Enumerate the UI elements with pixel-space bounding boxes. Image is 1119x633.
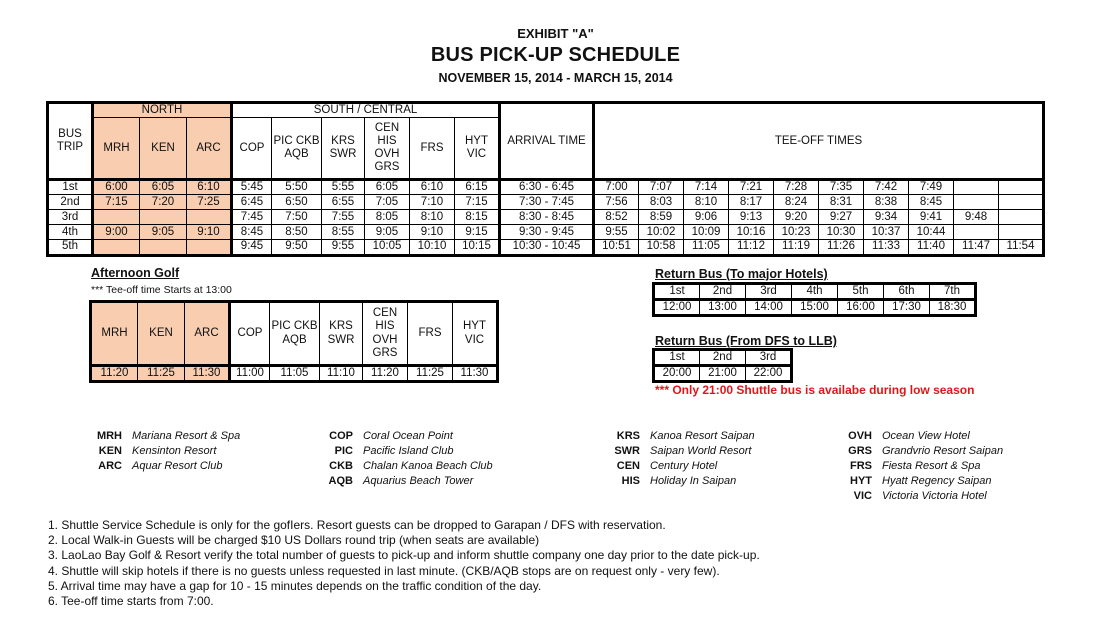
time-cell: 14:00	[746, 300, 792, 316]
legend-code: CEN	[616, 460, 640, 472]
legend-code: SWR	[614, 445, 640, 457]
legend-item	[608, 460, 755, 475]
legend-item	[840, 490, 1003, 505]
legend-name: Kanoa Resort Saipan	[650, 430, 755, 442]
table-cell	[140, 240, 187, 255]
exhibit-label: EXHIBIT "A"	[517, 26, 594, 41]
table-cell: 10:05	[365, 240, 410, 255]
column-header: CEN HIS OVH GRS	[363, 302, 408, 366]
table-cell: 8:45	[232, 225, 272, 240]
teeoff-header: TEE-OFF TIMES	[594, 103, 1044, 180]
table-cell: 8:15	[455, 210, 500, 225]
teeoff-cell: 7:00	[594, 180, 639, 195]
table-cell: 8:55	[322, 225, 365, 240]
column-header: CEN HIS OVH GRS	[365, 118, 410, 180]
legend-name: Chalan Kanoa Beach Club	[363, 460, 493, 472]
table-cell: 9:10	[410, 225, 455, 240]
south-group-header: SOUTH / CENTRAL	[232, 103, 500, 118]
table-row	[48, 210, 1044, 225]
trip-cell: 2nd	[48, 195, 93, 210]
return-dfs-table	[652, 348, 793, 383]
return-dfs-title: Return Bus (From DFS to LLB)	[655, 334, 837, 348]
trip-label: 6th	[884, 284, 930, 300]
table-cell: 9:10	[187, 225, 232, 240]
trip-label: 4th	[792, 284, 838, 300]
arrival-cell: 8:30 - 8:45	[500, 210, 594, 225]
legend-name: Century Hotel	[650, 460, 718, 472]
legend-name: Ocean View Hotel	[882, 430, 970, 442]
table-cell: 6:10	[187, 180, 232, 195]
column-header: MRH	[93, 118, 140, 180]
table-cell: 7:15	[93, 195, 140, 210]
legend-code: MRH	[96, 430, 122, 442]
legend-name: Coral Ocean Point	[363, 430, 453, 442]
teeoff-cell: 7:14	[684, 180, 729, 195]
header-row	[654, 284, 976, 300]
time-cell: 18:30	[930, 300, 976, 316]
legend-item	[840, 475, 1003, 490]
teeoff-cell: 9:34	[864, 210, 909, 225]
teeoff-cell	[999, 210, 1044, 225]
legend-item	[325, 430, 493, 445]
header-row	[654, 350, 792, 366]
trip-cell: 3rd	[48, 210, 93, 225]
legend-name: Hyatt Regency Saipan	[882, 475, 992, 487]
note-item: 3. LaoLao Bay Golf & Resort verify the total number of guests to pick-up and inform shuttle company one day prior to the date pick-up.	[48, 548, 760, 563]
table-cell: 9:45	[232, 240, 272, 255]
teeoff-cell: 10:58	[639, 240, 684, 255]
teeoff-cell: 9:48	[954, 210, 999, 225]
teeoff-cell: 9:55	[594, 225, 639, 240]
teeoff-cell: 7:07	[639, 180, 684, 195]
trip-label: 3rd	[746, 350, 792, 366]
arrival-cell: 7:30 - 7:45	[500, 195, 594, 210]
table-row	[91, 366, 498, 382]
table-cell: 6:05	[365, 180, 410, 195]
trip-label: 2nd	[700, 350, 746, 366]
teeoff-cell: 8:52	[594, 210, 639, 225]
time-cell: 11:25	[408, 366, 453, 382]
legend-name: Saipan World Resort	[650, 445, 752, 457]
note-item: 2. Local Walk-in Guests will be charged $10 US Dollars round trip (when seats are available)	[48, 533, 540, 548]
time-cell: 17:30	[884, 300, 930, 316]
time-cell: 16:00	[838, 300, 884, 316]
time-cell: 20:00	[654, 366, 700, 382]
table-cell: 9:55	[322, 240, 365, 255]
table-cell: 7:45	[232, 210, 272, 225]
legend-name: Victoria Victoria Hotel	[882, 490, 987, 502]
arrival-cell: 9:30 - 9:45	[500, 225, 594, 240]
trip-cell: 5th	[48, 240, 93, 255]
table-cell: 9:15	[455, 225, 500, 240]
table-cell: 5:45	[232, 180, 272, 195]
teeoff-cell: 11:33	[864, 240, 909, 255]
table-cell: 7:50	[272, 210, 322, 225]
teeoff-cell: 8:31	[819, 195, 864, 210]
teeoff-cell: 10:30	[819, 225, 864, 240]
legend-item	[325, 475, 493, 490]
legend-code: GRS	[848, 445, 872, 457]
legend-item	[840, 430, 1003, 445]
teeoff-cell: 10:16	[729, 225, 774, 240]
table-cell	[187, 210, 232, 225]
legend-north	[92, 430, 240, 475]
teeoff-cell: 11:40	[909, 240, 954, 255]
table-cell	[140, 210, 187, 225]
table-cell: 6:45	[232, 195, 272, 210]
legend-code: AQB	[328, 475, 353, 487]
teeoff-cell: 8:45	[909, 195, 954, 210]
table-cell: 9:00	[93, 225, 140, 240]
teeoff-cell: 10:23	[774, 225, 819, 240]
afternoon-schedule-table	[89, 300, 499, 383]
legend-code: COP	[329, 430, 353, 442]
legend-item	[608, 445, 755, 460]
time-cell: 11:30	[453, 366, 498, 382]
teeoff-cell: 7:21	[729, 180, 774, 195]
legend-name: Mariana Resort & Spa	[132, 430, 241, 442]
column-header: COP	[232, 118, 272, 180]
time-cell: 15:00	[792, 300, 838, 316]
table-row	[654, 300, 976, 316]
table-cell	[187, 240, 232, 255]
teeoff-cell: 7:42	[864, 180, 909, 195]
legend-item	[92, 460, 240, 475]
teeoff-cell: 10:51	[594, 240, 639, 255]
legend-item	[608, 475, 755, 490]
legend-item	[325, 460, 493, 475]
teeoff-cell: 11:19	[774, 240, 819, 255]
page-title: BUS PICK-UP SCHEDULE	[430, 44, 681, 66]
teeoff-cell: 7:35	[819, 180, 864, 195]
table-row	[654, 366, 792, 382]
legend-code: ARC	[98, 460, 122, 472]
legend-code: PIC	[334, 445, 353, 457]
teeoff-cell	[954, 195, 999, 210]
legend-item	[92, 445, 240, 460]
time-cell: 13:00	[700, 300, 746, 316]
north-group-header: NORTH	[93, 103, 232, 118]
legend-name: Aquar Resort Club	[132, 460, 223, 472]
legend-item	[840, 445, 1003, 460]
table-cell: 9:05	[365, 225, 410, 240]
teeoff-cell	[954, 180, 999, 195]
teeoff-cell: 11:26	[819, 240, 864, 255]
return-major-table	[652, 282, 977, 317]
table-row	[48, 180, 1044, 195]
trip-cell: 1st	[48, 180, 93, 195]
teeoff-cell: 9:27	[819, 210, 864, 225]
legend-name: Holiday In Saipan	[650, 475, 737, 487]
column-header: PIC CKB AQB	[272, 118, 322, 180]
legend-name: Fiesta Resort & Spa	[882, 460, 981, 472]
time-cell: 11:05	[270, 366, 320, 382]
date-range: NOVEMBER 15, 2014 - MARCH 15, 2014	[438, 71, 673, 85]
table-cell: 7:15	[455, 195, 500, 210]
legend-code: KEN	[98, 445, 122, 457]
teeoff-cell: 9:41	[909, 210, 954, 225]
legend-south-a	[325, 430, 493, 490]
teeoff-cell: 11:05	[684, 240, 729, 255]
column-header: PIC CKB AQB	[270, 302, 320, 366]
legend-code: VIC	[853, 490, 872, 502]
teeoff-cell: 8:24	[774, 195, 819, 210]
table-cell: 5:50	[272, 180, 322, 195]
teeoff-cell: 10:09	[684, 225, 729, 240]
table-cell: 9:05	[140, 225, 187, 240]
column-header: HYT VIC	[455, 118, 500, 180]
table-cell: 6:10	[410, 180, 455, 195]
teeoff-cell: 10:37	[864, 225, 909, 240]
teeoff-cell: 10:02	[639, 225, 684, 240]
legend-code: CKB	[329, 460, 353, 472]
teeoff-cell: 8:59	[639, 210, 684, 225]
teeoff-cell: 11:54	[999, 240, 1044, 255]
trip-label: 1st	[654, 350, 700, 366]
teeoff-cell: 9:20	[774, 210, 819, 225]
bus-trip-header: BUS TRIP	[48, 103, 93, 180]
legend-south-b	[608, 430, 755, 490]
legend-name: Aquarius Beach Tower	[363, 475, 474, 487]
teeoff-cell: 9:13	[729, 210, 774, 225]
table-cell: 7:20	[140, 195, 187, 210]
trip-label: 3rd	[746, 284, 792, 300]
header-row	[91, 302, 498, 366]
note-item: 6. Tee-off time starts from 7:00.	[48, 593, 214, 608]
table-cell: 5:55	[322, 180, 365, 195]
teeoff-cell	[999, 180, 1044, 195]
note-item: 5. Arrival time may have a gap for 10 - 15 minutes depends on the traffic condition of the day.	[48, 578, 542, 593]
time-cell: 11:30	[185, 366, 230, 382]
legend-item	[608, 430, 755, 445]
legend-name: Pacific Island Club	[363, 445, 454, 457]
trip-label: 7th	[930, 284, 976, 300]
notes-list	[48, 518, 760, 609]
column-header: KRS SWR	[320, 302, 363, 366]
table-cell: 10:15	[455, 240, 500, 255]
teeoff-cell	[999, 195, 1044, 210]
time-cell: 12:00	[654, 300, 700, 316]
low-season-note: *** Only 21:00 Shuttle bus is availabe during low season	[655, 383, 975, 397]
table-cell: 8:50	[272, 225, 322, 240]
table-cell: 6:05	[140, 180, 187, 195]
column-header: FRS	[410, 118, 455, 180]
column-header: COP	[230, 302, 270, 366]
legend-item	[92, 430, 240, 445]
teeoff-cell: 9:06	[684, 210, 729, 225]
legend-name: Grandvrio Resort Saipan	[882, 445, 1004, 457]
table-cell: 6:15	[455, 180, 500, 195]
teeoff-cell: 7:28	[774, 180, 819, 195]
afternoon-golf-title: Afternoon Golf	[91, 266, 180, 280]
table-row	[48, 225, 1044, 240]
time-cell: 11:20	[363, 366, 408, 382]
table-row	[48, 240, 1044, 255]
teeoff-cell: 11:12	[729, 240, 774, 255]
teeoff-cell: 7:56	[594, 195, 639, 210]
column-header: KEN	[140, 118, 187, 180]
teeoff-cell: 7:49	[909, 180, 954, 195]
column-header: KEN	[138, 302, 185, 366]
column-header: ARC	[187, 118, 232, 180]
legend-item	[325, 445, 493, 460]
time-cell: 11:25	[138, 366, 185, 382]
table-cell: 10:10	[410, 240, 455, 255]
trip-label: 5th	[838, 284, 884, 300]
teeoff-cell	[999, 225, 1044, 240]
table-row	[48, 195, 1044, 210]
table-cell: 6:50	[272, 195, 322, 210]
teeoff-cell: 8:17	[729, 195, 774, 210]
column-header: FRS	[408, 302, 453, 366]
table-cell: 7:05	[365, 195, 410, 210]
teeoff-cell	[954, 225, 999, 240]
table-cell: 6:00	[93, 180, 140, 195]
teeoff-cell: 11:47	[954, 240, 999, 255]
column-header: ARC	[185, 302, 230, 366]
trip-label: 2nd	[700, 284, 746, 300]
morning-schedule-table	[46, 101, 1045, 257]
time-cell: 21:00	[700, 366, 746, 382]
table-cell: 8:10	[410, 210, 455, 225]
table-cell	[93, 240, 140, 255]
column-header: HYT VIC	[453, 302, 498, 366]
table-cell: 7:25	[187, 195, 232, 210]
trip-cell: 4th	[48, 225, 93, 240]
column-header: MRH	[91, 302, 138, 366]
table-cell: 7:10	[410, 195, 455, 210]
time-cell: 11:20	[91, 366, 138, 382]
time-cell: 11:10	[320, 366, 363, 382]
table-cell: 8:05	[365, 210, 410, 225]
legend-item	[840, 460, 1003, 475]
legend-code: FRS	[850, 460, 872, 472]
return-major-title: Return Bus (To major Hotels)	[655, 267, 828, 281]
arrival-cell: 6:30 - 6:45	[500, 180, 594, 195]
legend-code: KRS	[616, 430, 640, 442]
legend-south-c	[840, 430, 1003, 505]
teeoff-cell: 8:03	[639, 195, 684, 210]
legend-name: Kensinton Resort	[132, 445, 217, 457]
legend-code: HYT	[850, 475, 872, 487]
note-item: 1. Shuttle Service Schedule is only for the gofIers. Resort guests can be dropped to Garapan / DFS with reservation.	[48, 518, 666, 532]
teeoff-cell: 8:38	[864, 195, 909, 210]
teeoff-cell: 8:10	[684, 195, 729, 210]
time-cell: 11:00	[230, 366, 270, 382]
table-cell	[93, 210, 140, 225]
arrival-header: ARRIVAL TIME	[500, 103, 594, 180]
column-header: KRS SWR	[322, 118, 365, 180]
arrival-cell: 10:30 - 10:45	[500, 240, 594, 255]
table-cell: 6:55	[322, 195, 365, 210]
time-cell: 22:00	[746, 366, 792, 382]
table-cell: 9:50	[272, 240, 322, 255]
teeoff-cell: 10:44	[909, 225, 954, 240]
legend-code: HIS	[621, 475, 640, 487]
note-item: 4. Shuttle will skip hotels if there is no guests unless requested in last minute. (CKB/AQB stops are on request only - very few).	[48, 563, 720, 578]
trip-label: 1st	[654, 284, 700, 300]
header-row	[48, 103, 1044, 118]
table-cell: 7:55	[322, 210, 365, 225]
legend-code: OVH	[848, 430, 872, 442]
afternoon-note: *** Tee-off time Starts at 13:00	[91, 284, 232, 296]
